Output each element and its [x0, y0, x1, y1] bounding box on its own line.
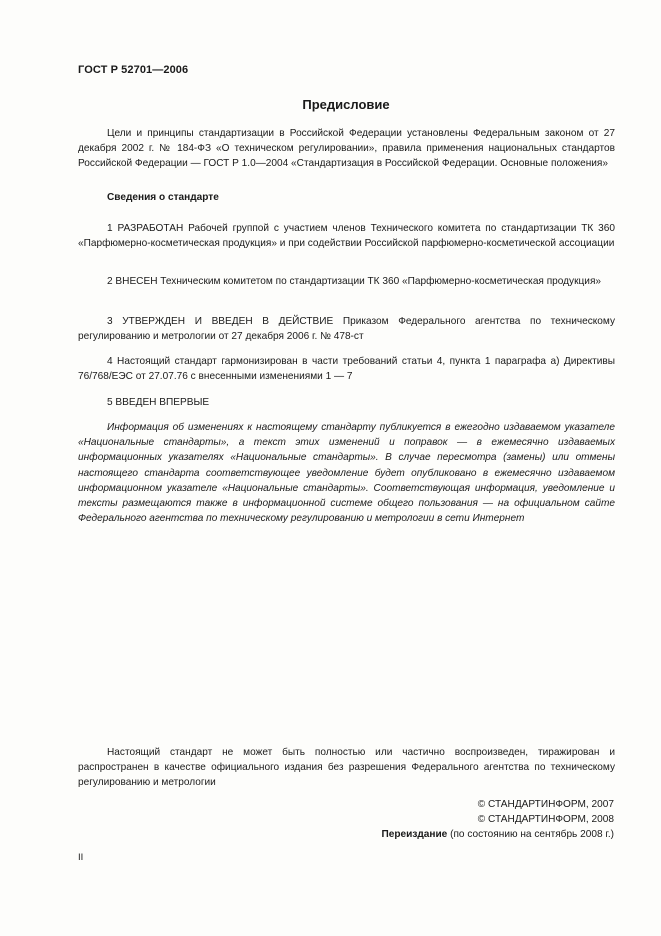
copyright-line-2: © СТАНДАРТИНФОРМ, 2008: [477, 814, 614, 826]
info-item-text: 4 Настоящий стандарт гармонизирован в части требований статьи 4, пункта 1 параграфа а) Директивы 76/768/ЕЭС от 27.07.76 с внесенными изменениями 1 — 7: [78, 356, 615, 383]
reissue-label: Переиздание: [381, 829, 448, 841]
info-item-2: [78, 274, 615, 289]
info-item-4: [78, 354, 615, 384]
info-item-3: [78, 314, 615, 344]
page-title: Предисловие: [302, 97, 390, 112]
info-item-text: 2 ВНЕСЕН Техническим комитетом по стандартизации ТК 360 «Парфюмерно-косметическая продукция»: [107, 276, 602, 287]
changes-notice-text: Информация об изменениях к настоящему стандарту публикуется в ежегодно издаваемом указателе «Национальные стандарты», а текст этих изменений и поправок — в ежемесячно издаваемых информационных указателях «Национальные стандарты». В случае пересмотра (замены) или отмены настоящего стандарта соответствующее уведомление будет опубликовано в ежемесячно издаваемом информационном указателе «Национальные стандарты». Соответствующая информация, уведомление и тексты размещаются также в информационной системе общего пользования — на официальном сайте Федерального агентства по техническому регулированию и метрологии в сети Интернет: [78, 422, 615, 525]
info-item-1: [78, 221, 615, 251]
reproduction-notice: [78, 745, 615, 791]
info-item-text: 5 ВВЕДЕН ВПЕРВЫЕ: [107, 397, 210, 408]
changes-notice: [78, 420, 615, 526]
copyright-line-1: © СТАНДАРТИНФОРМ, 2007: [477, 799, 614, 810]
info-item-text: 3 УТВЕРЖДЕН И ВВЕДЕН В ДЕЙСТВИЕ Приказом Федерального агентства по техническому регулированию и метрологии от 27 декабря 2006 г. № 478-ст: [78, 316, 615, 343]
info-heading: Сведения о стандарте: [107, 192, 219, 203]
reissue-note: (по состоянию на сентябрь 2008 г.): [447, 829, 614, 841]
intro-paragraph: [78, 126, 615, 172]
intro-text: Цели и принципы стандартизации в Российской Федерации установлены Федеральным законом от 27 декабря 2002 г. № 184-ФЗ «О техническом регулировании», правила применения национальных стандартов Российской Федерации — ГОСТ Р 1.0—2004 «Стандартизация в Российской Федерации. Основные положения»: [78, 128, 615, 170]
info-item-5: [78, 395, 615, 410]
reproduction-notice-text: Настоящий стандарт не может быть полностью или частично воспроизведен, тиражирован и распространен в качестве официального издания без разрешения Федерального агентства по техническому регулированию и метрологии: [78, 747, 615, 789]
standard-id: ГОСТ Р 52701—2006: [78, 64, 189, 76]
reissue-line: [314, 827, 614, 842]
page-number: II: [78, 852, 84, 863]
info-item-text: 1 РАЗРАБОТАН Рабочей группой с участием членов Технического комитета по стандартизации ТК 360 «Парфюмерно-косметическая продукция» и при содействии Российской парфюмерно-косметической ассоциации: [78, 223, 615, 250]
copyright-block: [314, 797, 614, 843]
